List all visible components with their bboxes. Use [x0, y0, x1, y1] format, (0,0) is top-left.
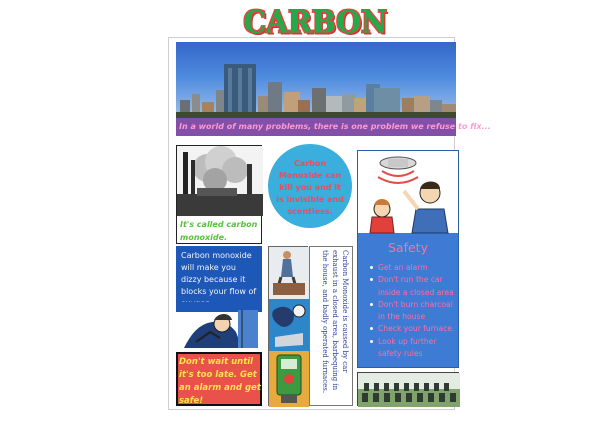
causes-vertical-text-content: Carbon Monoxide is caused by car exhaust in a closed area, barbequing in the house, and badly operated furnaces.: [321, 250, 349, 394]
factory-caption: It's called carbon monoxide.: [180, 220, 258, 242]
safety-list: [360, 262, 458, 367]
tagline-banner: In a world of many problems, there is one problem we refuse to fix...: [176, 118, 456, 136]
causes-vertical-text: [320, 250, 350, 402]
smoke-alarm-illustration: [358, 151, 458, 233]
dizzy-text: Carbon monoxide will make you dizzy because it blocks your flow of: [181, 251, 257, 296]
safety-item: Check your furnace.: [370, 323, 458, 335]
poster-title: CARBON: [243, 4, 387, 40]
causes-vertical-panel: [309, 246, 353, 406]
illustration-strip: [268, 246, 308, 406]
safety-heading: Safety: [388, 240, 428, 255]
city-skyline-image: [176, 42, 456, 118]
dizzy-person-illustration: [176, 302, 262, 350]
safety-item: Look up further safety rules: [370, 336, 458, 361]
danger-circle: Carbon Monoxide can kill you and it is invisible and scentless.: [268, 144, 352, 228]
cemetery-photo: [357, 372, 459, 406]
safety-item: Don't run the car inside a closed area: [370, 274, 458, 299]
safety-item: Get an alarm: [370, 262, 458, 274]
dont-wait-text: Don't wait until it's too late. Get an alarm and get safe!: [179, 357, 261, 406]
safety-item: Don't burn charcoal in the house: [370, 299, 458, 324]
